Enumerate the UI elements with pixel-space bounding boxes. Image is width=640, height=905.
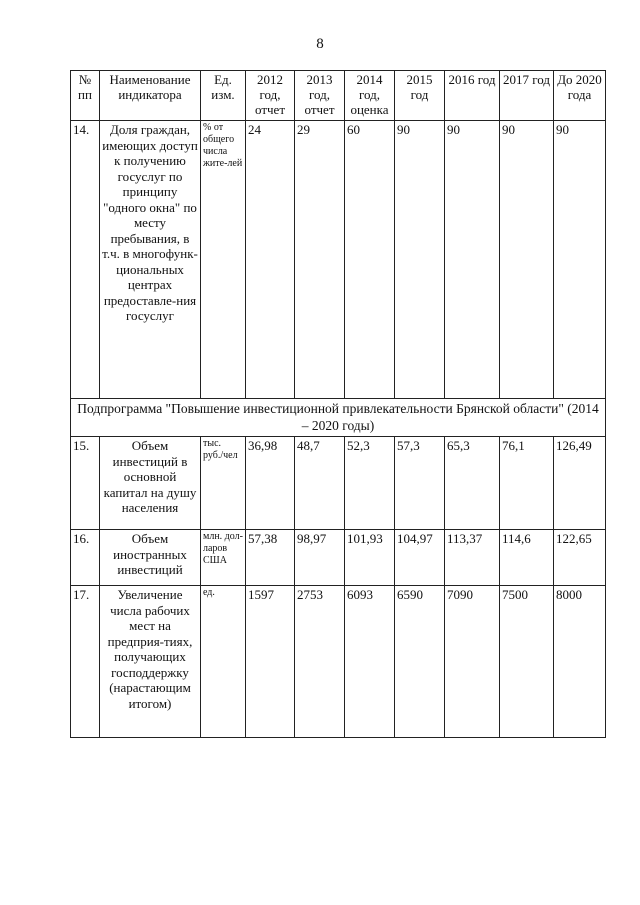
row-value: 122,65 — [554, 530, 606, 586]
row-value: 60 — [345, 121, 395, 399]
row-value: 57,3 — [395, 437, 445, 530]
header-num: № пп — [71, 71, 100, 121]
row-value: 8000 — [554, 586, 606, 738]
subprogram-row — [71, 399, 606, 437]
row-unit: млн. дол-ларов США — [201, 530, 246, 586]
header-2017: 2017 год — [500, 71, 554, 121]
row-unit: ед. — [201, 586, 246, 738]
row-value: 90 — [395, 121, 445, 399]
row-value: 7500 — [500, 586, 554, 738]
header-2015: 2015 год — [395, 71, 445, 121]
row-num: 15. — [71, 437, 100, 530]
row-value: 1597 — [246, 586, 295, 738]
header-2016: 2016 год — [445, 71, 500, 121]
row-value: 57,38 — [246, 530, 295, 586]
header-2020: До 2020 года — [554, 71, 606, 121]
row-num: 14. — [71, 121, 100, 399]
table-row — [71, 121, 606, 399]
row-value: 52,3 — [345, 437, 395, 530]
row-value: 126,49 — [554, 437, 606, 530]
row-name: Доля граждан, имеющих доступ к получению госуслуг по принципу "одного окна" по месту пребывания, в т.ч. в многофунк-циональных центрах предоставле-ния госуслуг — [100, 121, 201, 399]
header-2014: 2014 год, оценка — [345, 71, 395, 121]
row-value: 29 — [295, 121, 345, 399]
row-value: 2753 — [295, 586, 345, 738]
row-num: 16. — [71, 530, 100, 586]
row-value: 6093 — [345, 586, 395, 738]
row-value: 48,7 — [295, 437, 345, 530]
row-value: 24 — [246, 121, 295, 399]
row-unit: тыс. руб./чел — [201, 437, 246, 530]
row-value: 101,93 — [345, 530, 395, 586]
row-value: 65,3 — [445, 437, 500, 530]
row-value: 98,97 — [295, 530, 345, 586]
table-row — [71, 586, 606, 738]
page-number: 8 — [316, 36, 324, 52]
row-value: 6590 — [395, 586, 445, 738]
row-value: 113,37 — [445, 530, 500, 586]
indicators-table — [70, 70, 606, 738]
header-row — [71, 71, 606, 121]
header-unit: Ед. изм. — [201, 71, 246, 121]
header-2013: 2013 год, отчет — [295, 71, 345, 121]
row-value: 90 — [554, 121, 606, 399]
row-num: 17. — [71, 586, 100, 738]
row-value: 76,1 — [500, 437, 554, 530]
row-name: Объем иностранных инвестиций — [100, 530, 201, 586]
row-value: 90 — [500, 121, 554, 399]
table-row — [71, 530, 606, 586]
table-row — [71, 437, 606, 530]
row-unit: % от общего числа жите-лей — [201, 121, 246, 399]
header-name: Наименование индикатора — [100, 71, 201, 121]
header-2012: 2012 год, отчет — [246, 71, 295, 121]
subprogram-title: Подпрограмма "Повышение инвестиционной привлекательности Брянской области" (2014 – 2020 годы) — [71, 399, 606, 437]
row-value: 7090 — [445, 586, 500, 738]
row-value: 36,98 — [246, 437, 295, 530]
row-value: 90 — [445, 121, 500, 399]
row-name: Объем инвестиций в основной капитал на душу населения — [100, 437, 201, 530]
row-value: 114,6 — [500, 530, 554, 586]
row-value: 104,97 — [395, 530, 445, 586]
row-name: Увеличение числа рабочих мест на предприя-тиях, получающих господдержку (нарастающим итогом) — [100, 586, 201, 738]
